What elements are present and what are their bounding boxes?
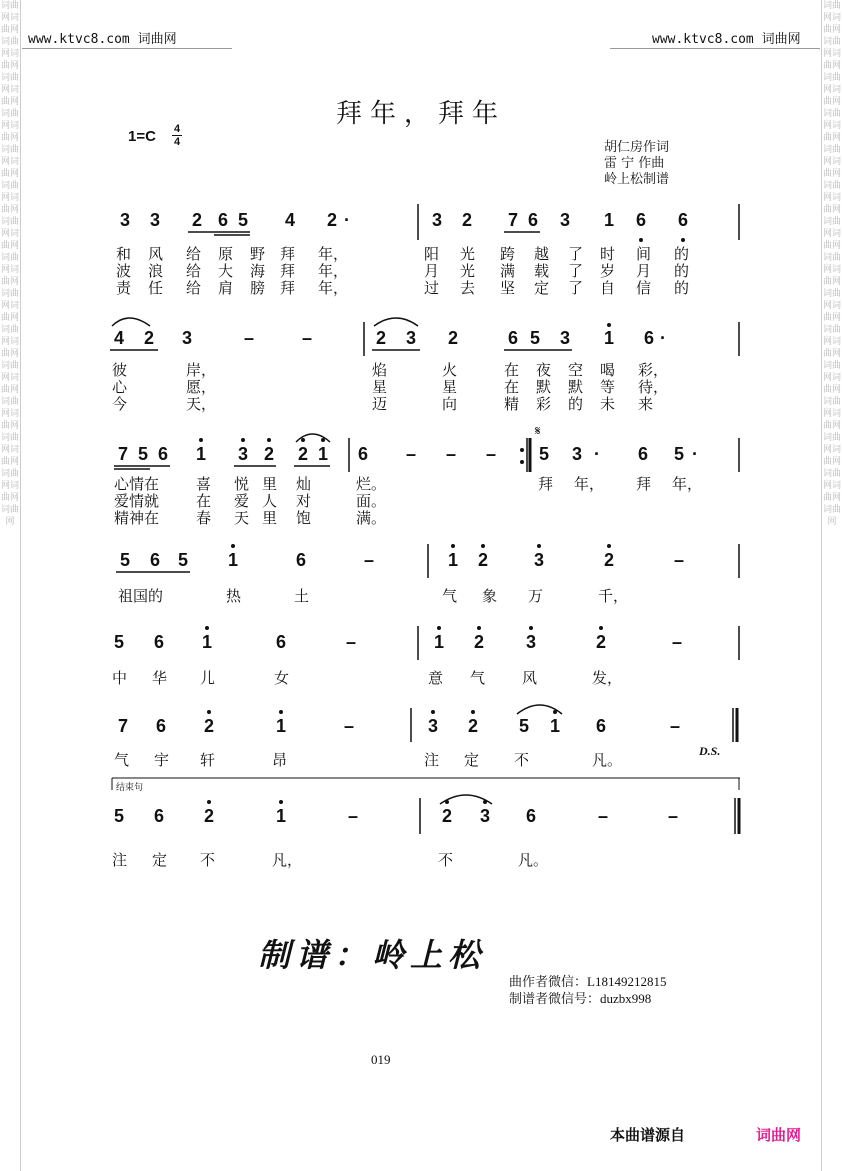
lyric: 天 xyxy=(234,509,250,527)
octave-dot xyxy=(529,626,533,630)
lyric: 千， xyxy=(598,587,629,605)
note: 2 xyxy=(467,716,478,736)
lyric: 中 xyxy=(112,669,128,687)
lyric: 宇 xyxy=(154,751,170,769)
lyric: 海 xyxy=(250,262,266,280)
note: 3 xyxy=(525,632,536,652)
time-signature-top: 4 xyxy=(173,123,181,135)
lyric: 风 xyxy=(148,245,164,263)
lyric: 满 xyxy=(500,262,516,280)
lyric: 了 xyxy=(568,245,584,263)
lyric: 光 xyxy=(460,262,476,280)
slur xyxy=(296,434,330,442)
note: 2 xyxy=(447,328,458,348)
lyric: 去 xyxy=(460,279,476,297)
octave-dot xyxy=(267,438,271,442)
dal-segno-mark: D.S. xyxy=(699,744,721,758)
note: 5 xyxy=(538,444,549,464)
note: 5 xyxy=(529,328,540,348)
note: – xyxy=(597,806,608,826)
note: 3 xyxy=(431,210,442,230)
slur xyxy=(112,318,150,326)
note: · xyxy=(344,210,350,230)
note: 6 xyxy=(275,632,286,652)
note: – xyxy=(671,632,682,652)
lyric: 昂 xyxy=(272,751,288,769)
page-number: 019 xyxy=(371,1052,391,1067)
note: 5 xyxy=(237,210,248,230)
octave-dot xyxy=(321,438,325,442)
octave-dot xyxy=(553,710,557,714)
lyric: 火 xyxy=(442,361,458,379)
note: 5 xyxy=(673,444,684,464)
note: 2 xyxy=(191,210,202,230)
lyric: 拜 xyxy=(538,475,554,493)
lyric: 来 xyxy=(638,395,654,413)
note: 3 xyxy=(427,716,438,736)
note: 5 xyxy=(113,632,124,652)
lyric: 在 xyxy=(196,492,212,510)
source-site-link[interactable]: 词曲网 xyxy=(756,1126,802,1144)
lyric: 责 xyxy=(116,279,132,297)
note: 3 xyxy=(533,550,544,570)
repeat-dot xyxy=(520,460,524,464)
note: 6 xyxy=(595,716,606,736)
lyric: 跨 xyxy=(500,245,516,263)
note: – xyxy=(243,328,254,348)
octave-dot xyxy=(199,438,203,442)
note: 1 xyxy=(447,550,458,570)
lyric: 凡。 xyxy=(592,751,623,769)
lyric: 默 xyxy=(536,378,552,396)
lyric: 饱 xyxy=(296,509,312,527)
lyric: 里 xyxy=(262,475,278,493)
lyric: 烂。 xyxy=(356,475,387,493)
lyric: 星 xyxy=(372,378,388,396)
lyric: 彼 xyxy=(112,361,128,379)
lyric: 定 xyxy=(464,751,480,769)
note: 1 xyxy=(603,210,614,230)
credit-lyricist: 胡仁房作词 xyxy=(604,140,670,155)
note: 3 xyxy=(181,328,192,348)
lyric: 拜 xyxy=(636,475,652,493)
lyric: 年， xyxy=(318,279,349,297)
note: 6 xyxy=(149,550,160,570)
lyric: 大 xyxy=(218,262,234,280)
lyric: 悦 xyxy=(234,475,250,493)
lyric: 定 xyxy=(152,851,168,869)
octave-dot xyxy=(231,544,235,548)
lyric: 热 xyxy=(226,587,242,605)
lyric: 给 xyxy=(186,262,202,280)
lyric: 拜 xyxy=(280,262,296,280)
note: 4 xyxy=(284,210,295,230)
lyric: 和 xyxy=(116,245,132,263)
note: 2 xyxy=(477,550,488,570)
slur xyxy=(374,318,418,326)
note: · xyxy=(692,444,698,464)
lyric: 年， xyxy=(318,245,349,263)
octave-dot xyxy=(607,323,611,327)
lyric: 里 xyxy=(262,509,278,527)
lyric: 祖国的 xyxy=(118,587,164,605)
lyric: 发， xyxy=(592,669,623,687)
lyric: 坚 xyxy=(500,279,516,297)
note: 2 xyxy=(263,444,274,464)
note: 1 xyxy=(227,550,238,570)
lyric: 精 xyxy=(504,395,520,413)
lyric: 原 xyxy=(218,245,234,263)
note: 2 xyxy=(441,806,452,826)
lyric: 自 xyxy=(600,279,616,297)
site-url-right[interactable]: www.ktvc8.com 词曲网 xyxy=(652,32,801,47)
octave-dot xyxy=(607,544,611,548)
note: 6 xyxy=(643,328,654,348)
note: · xyxy=(660,328,666,348)
lyric: 女 xyxy=(274,669,290,687)
note: – xyxy=(485,444,496,464)
note: 6 xyxy=(153,632,164,652)
octave-dot xyxy=(207,800,211,804)
credit-arranger: 岭上松制谱 xyxy=(604,172,670,187)
lyric: 天， xyxy=(186,395,217,413)
lyric: 凡， xyxy=(272,851,303,869)
ending-label: 结束句 xyxy=(116,783,144,793)
lyric: 任 xyxy=(148,279,164,297)
octave-dot xyxy=(471,710,475,714)
lyric: 心 xyxy=(112,378,128,396)
note: 3 xyxy=(149,210,160,230)
note: 5 xyxy=(119,550,130,570)
note: 6 xyxy=(357,444,368,464)
note: 6 xyxy=(295,550,306,570)
lyric: 给 xyxy=(186,245,202,263)
lyric: 岸， xyxy=(186,361,217,379)
lyric: 年， xyxy=(672,475,703,493)
note: 2 xyxy=(297,444,308,464)
lyric: 的 xyxy=(674,262,690,280)
octave-dot xyxy=(481,544,485,548)
lyric: 在 xyxy=(504,361,520,379)
lyric: 灿 xyxy=(296,475,312,493)
note: 2 xyxy=(603,550,614,570)
note: – xyxy=(667,806,678,826)
note: 6 xyxy=(153,806,164,826)
note: 6 xyxy=(217,210,228,230)
lyric: 气 xyxy=(442,587,458,605)
note: – xyxy=(347,806,358,826)
lyric: 的 xyxy=(568,395,584,413)
octave-dot xyxy=(639,238,643,242)
octave-dot xyxy=(207,710,211,714)
lyric: 野 xyxy=(250,245,266,263)
note: 3 xyxy=(405,328,416,348)
lyric: 彩 xyxy=(536,395,552,413)
lyric: 爱 xyxy=(234,492,250,510)
note: 3 xyxy=(237,444,248,464)
note: 7 xyxy=(117,716,128,736)
note: 2 xyxy=(375,328,386,348)
note: 6 xyxy=(157,444,168,464)
note: – xyxy=(673,550,684,570)
octave-dot xyxy=(445,800,449,804)
lyric: 月 xyxy=(424,262,440,280)
lyric: 不 xyxy=(200,851,216,869)
side-watermark-right: 词曲网词曲网词曲网词曲网词曲网词曲网词曲网词曲网词曲网词曲网词曲网词曲网词曲网词曲网词曲网词曲网词曲网词曲网词曲网词曲网词曲网词曲网词曲网词曲网词曲网词曲网词曲网词曲网词曲网 xyxy=(823,1,841,527)
side-watermark-left: 词曲网词曲网词曲网词曲网词曲网词曲网词曲网词曲网词曲网词曲网词曲网词曲网词曲网词曲网词曲网词曲网词曲网词曲网词曲网词曲网词曲网词曲网词曲网词曲网词曲网词曲网词曲网词曲网词曲网 xyxy=(1,1,19,527)
lyric: 待， xyxy=(638,378,669,396)
octave-dot xyxy=(241,438,245,442)
note: – xyxy=(405,444,416,464)
lyric: 了 xyxy=(568,262,584,280)
lyric: 拜 xyxy=(280,279,296,297)
note: 1 xyxy=(317,444,328,464)
octave-dot xyxy=(301,438,305,442)
lyric: 气 xyxy=(114,751,130,769)
lyric: 时 xyxy=(600,245,616,263)
lyric: 载 xyxy=(534,262,550,280)
note: – xyxy=(669,716,680,736)
lyric: 今 xyxy=(112,395,128,413)
lyric: 阳 xyxy=(424,245,440,263)
lyric: 注 xyxy=(424,751,440,769)
lyric: 等 xyxy=(600,378,616,396)
octave-dot xyxy=(451,544,455,548)
lyric: 过 xyxy=(424,279,440,297)
note: 5 xyxy=(113,806,124,826)
key-signature: 1=C xyxy=(128,128,156,145)
lyric: 喝 xyxy=(600,361,616,379)
note: 6 xyxy=(525,806,536,826)
lyric: 的 xyxy=(674,279,690,297)
note: 2 xyxy=(326,210,337,230)
lyric: 万 xyxy=(528,587,544,605)
lyric: 焰 xyxy=(372,361,388,379)
octave-dot xyxy=(279,800,283,804)
octave-dot xyxy=(477,626,481,630)
octave-dot xyxy=(279,710,283,714)
site-url-left[interactable]: www.ktvc8.com 词曲网 xyxy=(28,32,177,47)
note: 2 xyxy=(595,632,606,652)
composer-wechat: 曲作者微信：L18149212815 xyxy=(509,974,667,989)
song-title: 拜年，拜年 xyxy=(335,99,506,129)
lyric: 拜 xyxy=(280,245,296,263)
lyric: 夜 xyxy=(536,361,552,379)
lyric: 彩， xyxy=(638,361,669,379)
lyric: 华 xyxy=(152,669,168,687)
note: 1 xyxy=(201,632,212,652)
note: 6 xyxy=(155,716,166,736)
note: 6 xyxy=(677,210,688,230)
lyric: 越 xyxy=(534,245,550,263)
note: 1 xyxy=(603,328,614,348)
lyric: 精神在 xyxy=(114,509,160,527)
lyric: 间 xyxy=(636,245,652,263)
lyric: 满。 xyxy=(356,509,387,527)
lyric: 愿， xyxy=(186,378,217,396)
lyric: 定 xyxy=(534,279,550,297)
lyric: 凡。 xyxy=(518,851,549,869)
lyric: 注 xyxy=(112,851,128,869)
lyric: 的 xyxy=(674,245,690,263)
note: 3 xyxy=(571,444,582,464)
note: – xyxy=(343,716,354,736)
note: 2 xyxy=(203,716,214,736)
note: 3 xyxy=(559,210,570,230)
note: 7 xyxy=(507,210,518,230)
lyric: 土 xyxy=(294,587,310,605)
note: 4 xyxy=(113,328,124,348)
lyric: 在 xyxy=(504,378,520,396)
segno-mark: 𝄋 xyxy=(535,424,541,439)
note: 2 xyxy=(143,328,154,348)
arranger-wechat: 制谱者微信号：duzbx998 xyxy=(509,991,652,1006)
note: 5 xyxy=(518,716,529,736)
octave-dot xyxy=(437,626,441,630)
lyric: 面。 xyxy=(356,492,387,510)
lyric: 不 xyxy=(438,851,454,869)
note: 2 xyxy=(203,806,214,826)
lyric: 肩 xyxy=(218,279,234,297)
note: – xyxy=(363,550,374,570)
lyric: 信 xyxy=(636,279,652,297)
lyric: 儿 xyxy=(200,669,216,687)
octave-dot xyxy=(681,238,685,242)
lyric: 浪 xyxy=(148,262,164,280)
note: 3 xyxy=(479,806,490,826)
lyric: 向 xyxy=(442,395,458,413)
note: – xyxy=(445,444,456,464)
lyric: 心情在 xyxy=(114,475,160,493)
note: – xyxy=(345,632,356,652)
note: – xyxy=(301,328,312,348)
note: 2 xyxy=(473,632,484,652)
note: 3 xyxy=(119,210,130,230)
octave-dot xyxy=(537,544,541,548)
note: 6 xyxy=(635,210,646,230)
lyric: 爱情就 xyxy=(114,492,160,510)
lyric: 象 xyxy=(482,587,498,605)
time-signature-bottom: 4 xyxy=(173,136,181,148)
lyric: 喜 xyxy=(196,475,212,493)
note: 1 xyxy=(549,716,560,736)
lyric: 了 xyxy=(568,279,584,297)
repeat-dot xyxy=(520,448,524,452)
lyric: 气 xyxy=(470,669,486,687)
lyric: 波 xyxy=(116,262,132,280)
note: 5 xyxy=(177,550,188,570)
lyric: 年， xyxy=(318,262,349,280)
octave-dot xyxy=(483,800,487,804)
note: 1 xyxy=(275,806,286,826)
lyric: 光 xyxy=(460,245,476,263)
lyric: 春 xyxy=(196,509,212,527)
lyric: 轩 xyxy=(200,751,216,769)
lyric: 空 xyxy=(568,361,584,379)
lyric: 不 xyxy=(514,751,530,769)
lyric: 风 xyxy=(522,669,538,687)
note: 1 xyxy=(195,444,206,464)
octave-dot xyxy=(431,710,435,714)
note: 5 xyxy=(137,444,148,464)
lyric: 岁 xyxy=(600,262,616,280)
lyric: 膀 xyxy=(250,279,266,297)
note: 3 xyxy=(559,328,570,348)
note: 6 xyxy=(507,328,518,348)
lyric: 未 xyxy=(600,395,616,413)
note: 2 xyxy=(461,210,472,230)
octave-dot xyxy=(599,626,603,630)
arranger-signature: 制谱：岭上松 xyxy=(258,936,487,974)
lyric: 给 xyxy=(186,279,202,297)
lyric: 人 xyxy=(262,492,278,510)
lyric: 迈 xyxy=(372,395,388,413)
credit-composer: 雷 宁 作曲 xyxy=(604,156,665,171)
note: 6 xyxy=(527,210,538,230)
lyric: 年， xyxy=(574,475,605,493)
source-label: 本曲谱源自 xyxy=(610,1126,686,1144)
note: 1 xyxy=(433,632,444,652)
note: 6 xyxy=(637,444,648,464)
note: 1 xyxy=(275,716,286,736)
note: 7 xyxy=(117,444,128,464)
lyric: 默 xyxy=(568,378,584,396)
lyric: 月 xyxy=(636,262,652,280)
octave-dot xyxy=(205,626,209,630)
lyric: 星 xyxy=(442,378,458,396)
note: · xyxy=(594,444,600,464)
lyric: 意 xyxy=(428,669,444,687)
lyric: 对 xyxy=(296,492,312,510)
